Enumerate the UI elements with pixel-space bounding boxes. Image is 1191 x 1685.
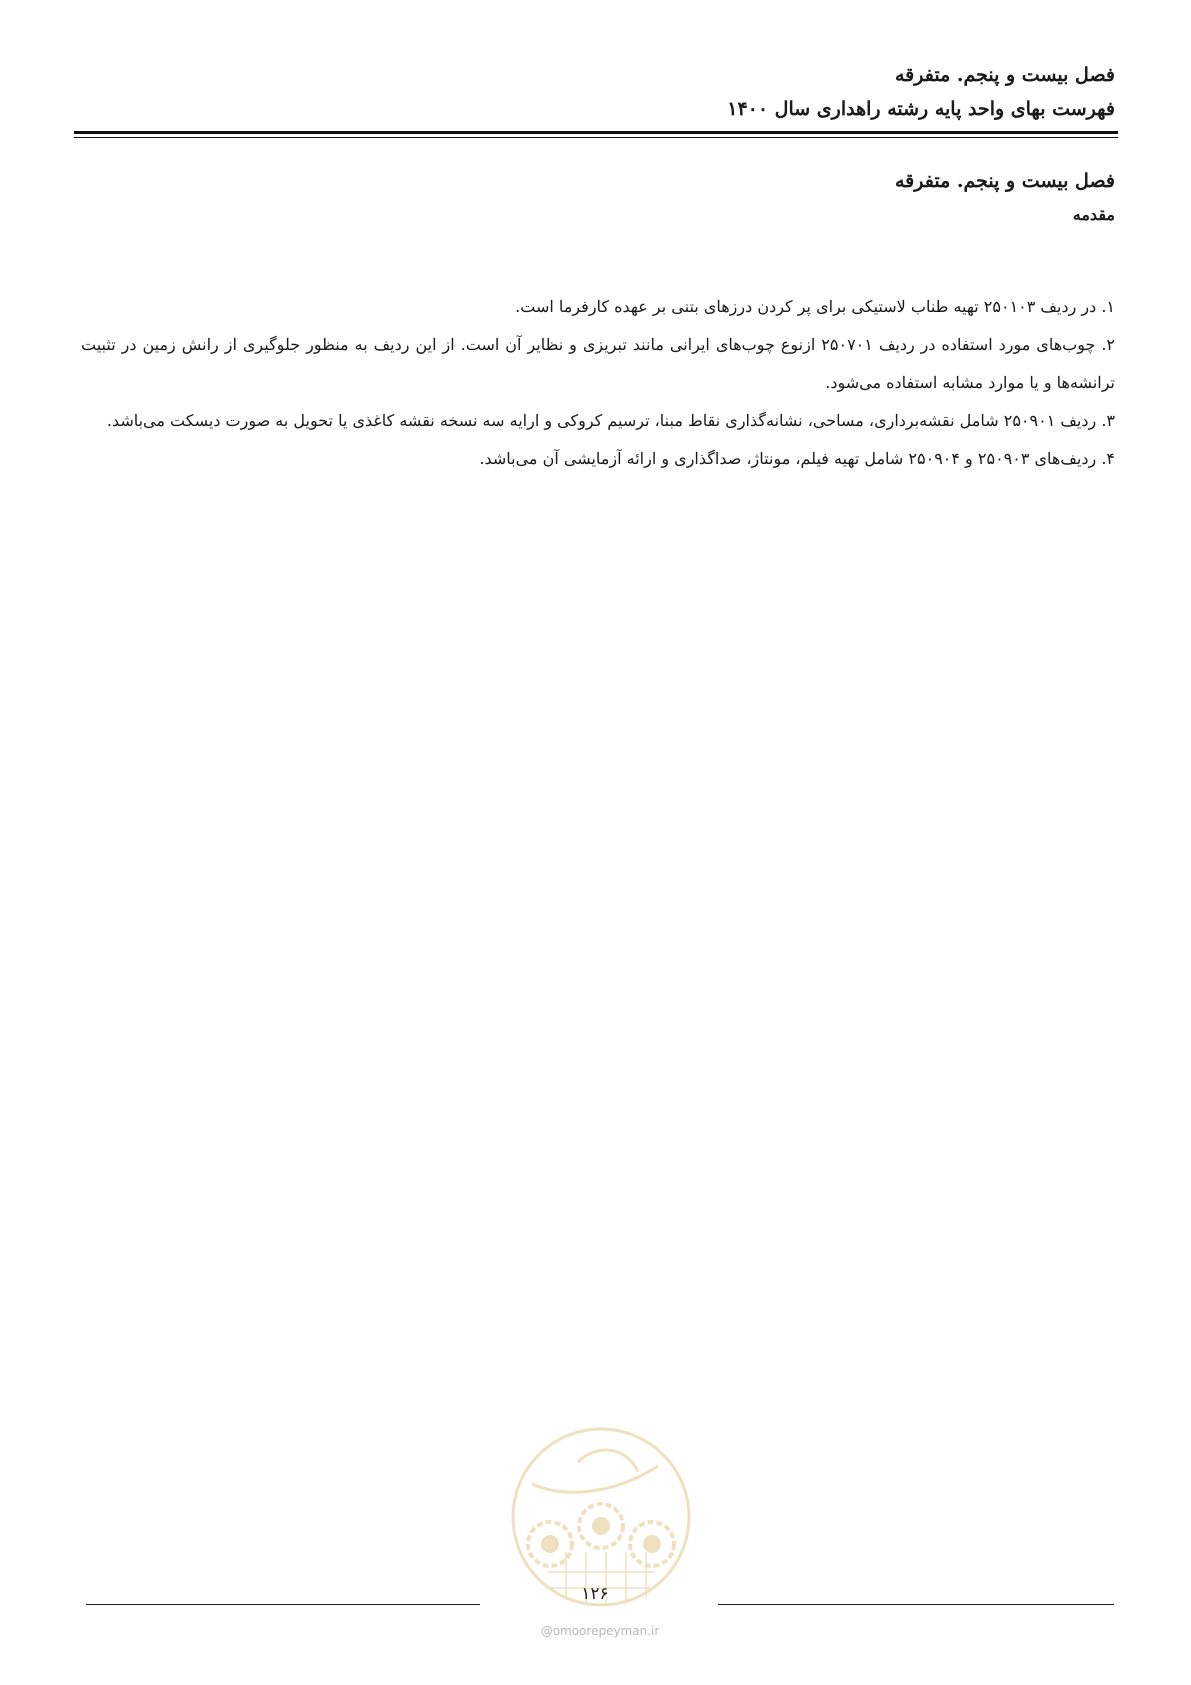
header-rule-thin [74,137,1118,138]
note-item: ۲. چوب‌های مورد استفاده در ردیف ۲۵۰۷۰۱ ازنوع چوب‌های ایرانی مانند تبریزی و نظایر آن است. از این ردیف به منظور جلوگیری از رانش زمین در تثبیت ترانشه‌ها و یا موارد مشابه استفاده می‌شود. [81,335,1116,392]
chapter-title: فصل بیست و پنجم. متفرقه [894,170,1115,192]
footer-rule [86,1604,480,1605]
section-heading [895,164,1115,232]
running-header [75,58,1115,126]
footer-rule [718,1604,1114,1605]
page-number: ۱۲۶ [581,1584,609,1604]
notes-list [81,288,1115,478]
intro-title: مقدمه [1072,205,1115,224]
site-credit: @omoorepeyman.ir [540,1624,660,1638]
note-item: ۱. در ردیف ۲۵۰۱۰۳ تهیه طناب لاستیکی برای پر کردن درزهای بتنی بر عهده کارفرما است. [515,297,1115,316]
header-price-list-line: فهرست بهای واحد پایه رشته راهداری سال ۱۴۰۰ [727,98,1115,120]
note-item: ۴. ردیف‌های ۲۵۰۹۰۳ و ۲۵۰۹۰۴ شامل تهیه فیلم، مونتاژ، صداگذاری و ارائه آزمایشی آن می‌باشد. [479,449,1115,468]
note-item: ۳. ردیف ۲۵۰۹۰۱ شامل نقشه‌برداری، مساحی، نشانه‌گذاری نقاط مبنا، ترسیم کروکی و ارایه سه نسخه نقشه کاغذی یا تحویل به صورت دیسکت می‌باشد. [106,411,1115,430]
header-rule [74,131,1118,134]
header-chapter-line: فصل بیست و پنجم. متفرقه [894,64,1115,86]
